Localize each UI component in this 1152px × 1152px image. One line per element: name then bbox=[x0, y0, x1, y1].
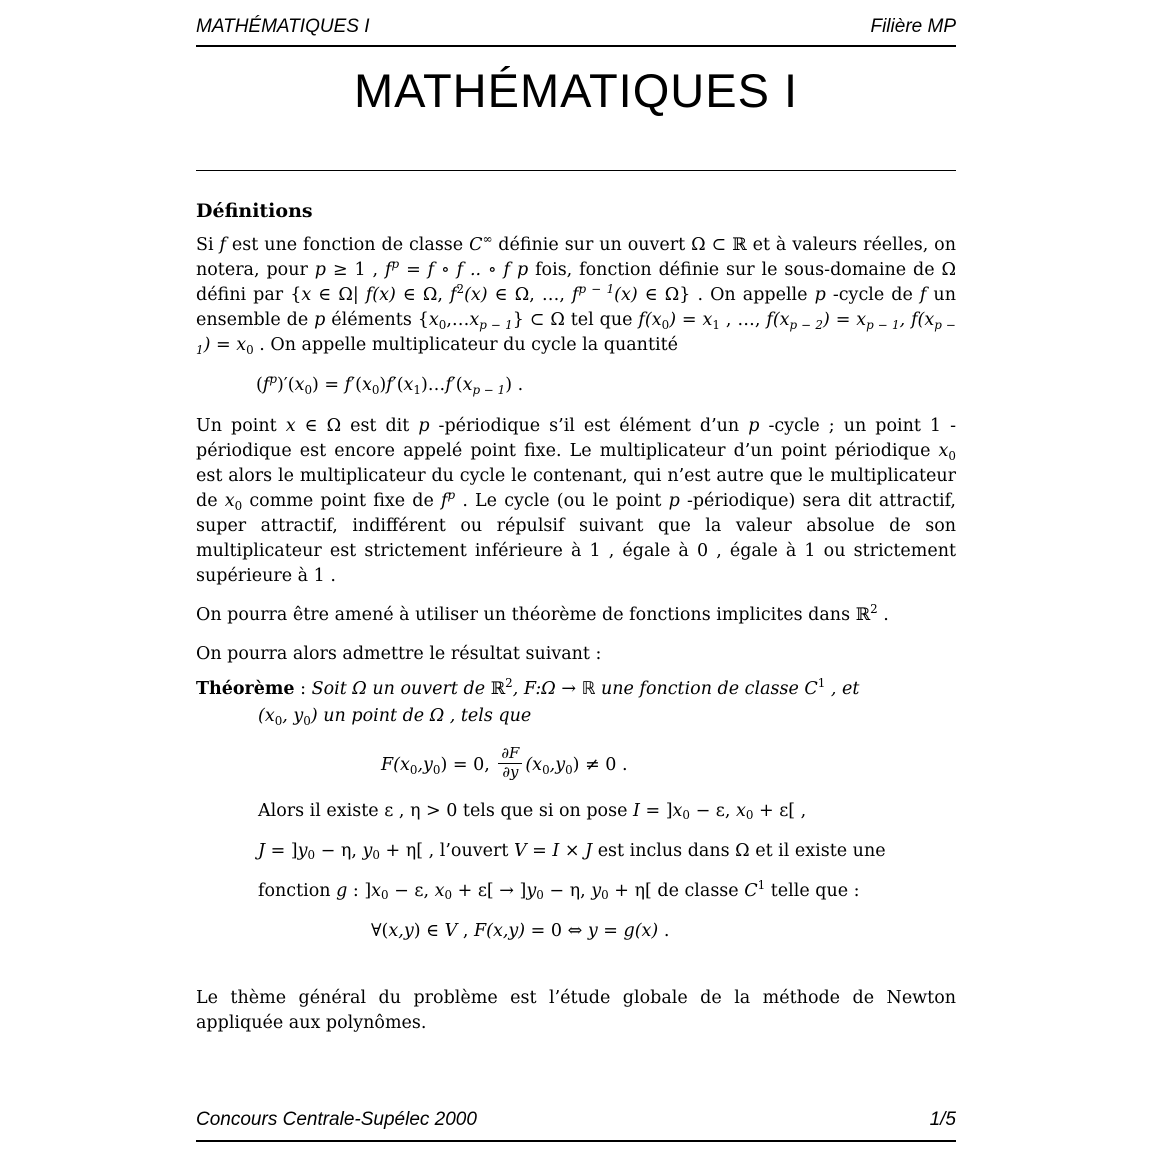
title-divider bbox=[196, 170, 956, 171]
document-body bbox=[196, 199, 956, 1036]
paragraph-implicit-theorem-note: On pourra être amené à utiliser un théorème de fonctions implicites dans ℝ$^2$ . bbox=[196, 602, 889, 625]
header-right-text: Filière MP bbox=[870, 16, 956, 37]
footer-right-text: 1/5 bbox=[929, 1109, 956, 1130]
equation-cycle-multiplier: $(f^p)'(x_0)$ = $f'(x_0)f'(x_1)\dots f'(x_{p - 1})$ . bbox=[256, 372, 524, 397]
line-alors-existe: Alors il existe ε , η > 0 tels que si on pose $I = ]x_0 - \varepsilon$, $x_0 + \varepsilon$[ , bbox=[258, 800, 807, 823]
document-title: MATHÉMATIQUES I bbox=[353, 64, 799, 117]
line-ouvert-J: $J = ]y_0 - \eta$, $y_0 + \eta$[ , l’ouvert V = I × J est inclus dans Ω et il existe une bbox=[258, 840, 886, 863]
theorem-statement-line1: Théorème : Soit Ω un ouvert de ℝ$^2$, F:Ω → ℝ une fonction de classe $C^1$ , et bbox=[196, 676, 860, 699]
page-header bbox=[196, 0, 956, 47]
paragraph-theme-general: Le thème général du problème est l’étude globale de la méthode de Newton appliquée aux polynômes. bbox=[196, 987, 956, 1033]
line-fonction-g: fonction g : ]$x_0 - \varepsilon$, $x_0 + \varepsilon[ \to ]y_0 - \eta$, $y_0 + \eta$[ de classe $C^1$ telle que : bbox=[258, 878, 860, 903]
header-left-text: MATHÉMATIQUES I bbox=[196, 16, 370, 37]
page-footer bbox=[196, 1109, 956, 1142]
equation-equivalence: ∀(x,y) ∈ V , F(x,y) = 0 ⇔ y = g(x) . bbox=[371, 920, 670, 941]
equation-implicit-condition: $F(x_0,y_0) = 0$, $\frac{\partial F}{\partial y}$ $(x_0,y_0) \ne 0$ . bbox=[381, 744, 628, 781]
theorem-statement-line2: ($x_0$, $y_0$) un point de Ω , tels que bbox=[258, 706, 532, 728]
section-heading: Définitions bbox=[196, 200, 313, 222]
footer-left-text: Concours Centrale-Supélec 2000 bbox=[196, 1109, 477, 1130]
paragraph-periodic-point: Un point x ∈ Ω est dit p -périodique s’il est élément d’un p -cycle ; un point 1 - périodique est encore appelé point fixe. Le multiplicateur d’un point périodique $x_0$ est alors le multiplicateur du cycle le contenant, qui n’est autre que le multiplicateur de $x_0$ comme point fixe de $f^p$ . Le cycle (ou le point p -périodique) sera dit attractif, super attractif, indifférent ou répulsif suivant que la valeur absolue de son multiplicateur est strictement inférieure à 1 , égale à 0 , égale à 1 ou strictement supérieure à 1 . bbox=[196, 416, 957, 586]
paragraph-admit-result: On pourra alors admettre le résultat suivant : bbox=[196, 644, 602, 664]
paragraph-intro: Si f est une fonction de classe C∞ définie sur un ouvert Ω ⊂ ℝ et à valeurs réelles, on notera, pour p ≥ 1 , $f^p = f$ ∘ f .. ∘ f p fois, fonction définie sur le sous-domaine de Ω défini par {x ∈ Ω| f(x) ∈ Ω, $f^2(x)$ ∈ Ω, …, $f^{p - 1}(x)$ ∈ Ω} . On appelle p -cycle de f un ensemble de p éléments $\{x_0,\dots x_{p - 1}\}$ ⊂ Ω tel que $f(x_0) = x_1$ , …, $f(x_{p - 2}) = x_{p - 1}$, $f(x_{p - 1}) = x_0$ . On appelle multiplicateur du cycle la quantité bbox=[196, 232, 956, 357]
